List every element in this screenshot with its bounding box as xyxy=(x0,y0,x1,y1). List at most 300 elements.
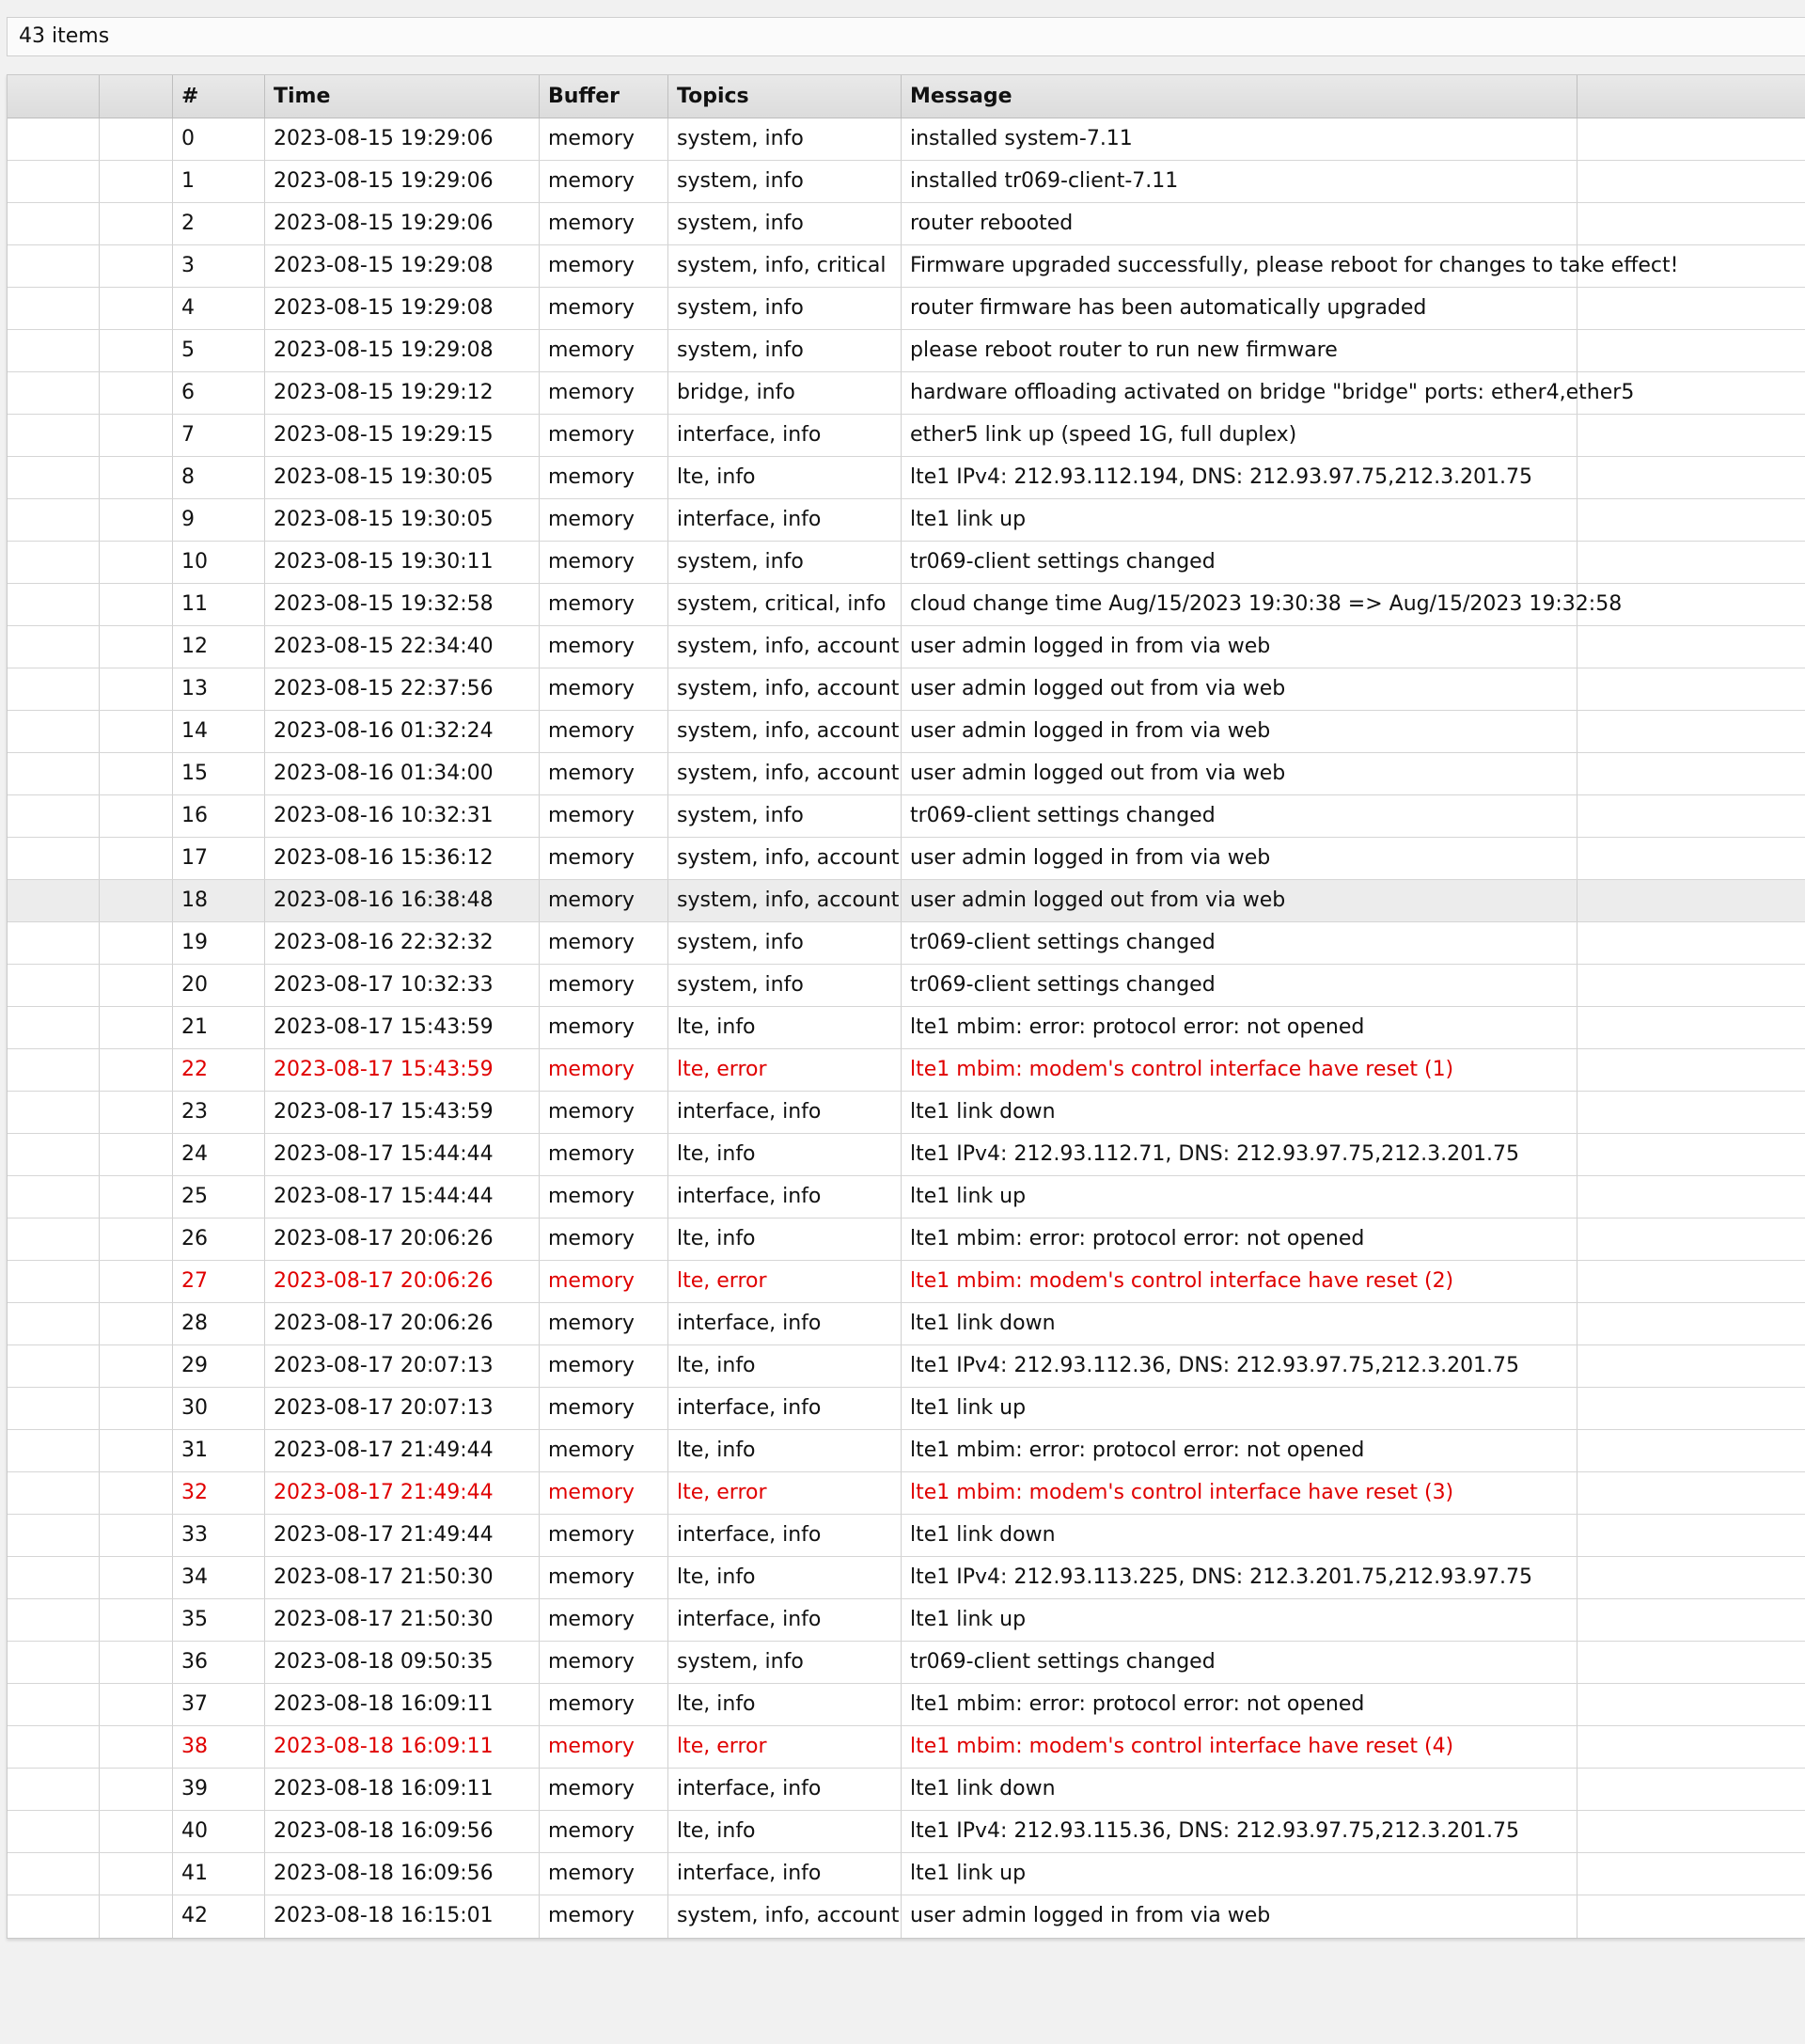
table-row[interactable] xyxy=(8,1684,1805,1726)
cell-topics: interface, info xyxy=(668,1599,902,1641)
table-row[interactable] xyxy=(8,330,1805,372)
row-flag-cell xyxy=(100,499,173,541)
cell-filler xyxy=(1577,1134,1805,1175)
cell-time: 2023-08-16 01:34:00 xyxy=(265,753,540,794)
cell-num: 12 xyxy=(173,626,265,668)
table-row[interactable] xyxy=(8,965,1805,1007)
cell-buffer: memory xyxy=(540,1134,668,1175)
cell-num: 18 xyxy=(173,880,265,921)
cell-topics: interface, info xyxy=(668,1769,902,1810)
cell-num: 15 xyxy=(173,753,265,794)
table-row[interactable] xyxy=(8,1092,1805,1134)
cell-message: user admin logged out from via web xyxy=(902,753,1577,794)
cell-filler xyxy=(1577,1599,1805,1641)
cell-time: 2023-08-17 21:49:44 xyxy=(265,1430,540,1471)
cell-buffer: memory xyxy=(540,415,668,456)
cell-topics: interface, info xyxy=(668,1388,902,1429)
row-flag-cell xyxy=(100,965,173,1006)
cell-num: 21 xyxy=(173,1007,265,1048)
cell-message: lte1 mbim: modem's control interface have reset (3) xyxy=(902,1472,1577,1514)
cell-buffer: memory xyxy=(540,838,668,879)
row-flag-cell xyxy=(100,1472,173,1514)
row-flag-cell xyxy=(100,584,173,625)
table-row[interactable] xyxy=(8,1472,1805,1515)
cell-time: 2023-08-17 15:43:59 xyxy=(265,1007,540,1048)
cell-time: 2023-08-18 16:09:56 xyxy=(265,1853,540,1895)
cell-buffer: memory xyxy=(540,1726,668,1768)
row-select-cell xyxy=(8,1430,100,1471)
cell-topics: system, info, account xyxy=(668,880,902,921)
row-flag-cell xyxy=(100,1642,173,1683)
cell-num: 40 xyxy=(173,1811,265,1852)
cell-topics: lte, error xyxy=(668,1726,902,1768)
table-row[interactable] xyxy=(8,1388,1805,1430)
row-select-cell xyxy=(8,1134,100,1175)
cell-filler xyxy=(1577,1092,1805,1133)
cell-time: 2023-08-15 19:30:05 xyxy=(265,457,540,498)
cell-time: 2023-08-18 16:09:56 xyxy=(265,1811,540,1852)
cell-topics: system, info xyxy=(668,118,902,160)
cell-num: 0 xyxy=(173,118,265,160)
header-message[interactable]: Message xyxy=(902,75,1577,118)
cell-num: 31 xyxy=(173,1430,265,1471)
log-table xyxy=(7,74,1805,1939)
cell-time: 2023-08-17 10:32:33 xyxy=(265,965,540,1006)
cell-num: 27 xyxy=(173,1261,265,1302)
cell-message: router firmware has been automatically upgraded xyxy=(902,288,1577,329)
cell-time: 2023-08-15 19:29:08 xyxy=(265,288,540,329)
cell-time: 2023-08-17 20:06:26 xyxy=(265,1261,540,1302)
row-select-cell xyxy=(8,1007,100,1048)
cell-topics: lte, info xyxy=(668,1345,902,1387)
cell-time: 2023-08-17 15:43:59 xyxy=(265,1049,540,1091)
row-flag-cell xyxy=(100,753,173,794)
cell-message: lte1 IPv4: 212.93.112.194, DNS: 212.93.97.75,212.3.201.75 xyxy=(902,457,1577,498)
table-row[interactable] xyxy=(8,1176,1805,1219)
cell-message: Firmware upgraded successfully, please reboot for changes to take effect! xyxy=(902,245,1577,287)
cell-message: lte1 link down xyxy=(902,1515,1577,1556)
cell-message: lte1 link down xyxy=(902,1769,1577,1810)
row-flag-cell xyxy=(100,1430,173,1471)
cell-num: 30 xyxy=(173,1388,265,1429)
cell-buffer: memory xyxy=(540,1092,668,1133)
cell-buffer: memory xyxy=(540,753,668,794)
cell-message: lte1 link down xyxy=(902,1092,1577,1133)
cell-buffer: memory xyxy=(540,1007,668,1048)
cell-filler xyxy=(1577,1895,1805,1938)
cell-num: 17 xyxy=(173,838,265,879)
cell-filler xyxy=(1577,1472,1805,1514)
cell-time: 2023-08-17 20:07:13 xyxy=(265,1388,540,1429)
table-row[interactable] xyxy=(8,1134,1805,1176)
row-select-cell xyxy=(8,1769,100,1810)
table-row[interactable] xyxy=(8,118,1805,161)
table-row[interactable] xyxy=(8,668,1805,711)
cell-buffer: memory xyxy=(540,288,668,329)
cell-num: 19 xyxy=(173,922,265,964)
cell-buffer: memory xyxy=(540,584,668,625)
cell-num: 37 xyxy=(173,1684,265,1725)
row-select-cell xyxy=(8,1261,100,1302)
table-row[interactable] xyxy=(8,203,1805,245)
table-row[interactable] xyxy=(8,1557,1805,1599)
row-flag-cell xyxy=(100,1726,173,1768)
row-select-cell xyxy=(8,415,100,456)
row-flag-cell xyxy=(100,1219,173,1260)
cell-time: 2023-08-15 19:29:08 xyxy=(265,245,540,287)
table-row[interactable] xyxy=(8,288,1805,330)
cell-filler xyxy=(1577,584,1805,625)
table-row[interactable] xyxy=(8,1726,1805,1769)
cell-buffer: memory xyxy=(540,1811,668,1852)
cell-topics: interface, info xyxy=(668,1176,902,1218)
table-row[interactable] xyxy=(8,245,1805,288)
row-select-cell xyxy=(8,922,100,964)
cell-topics: system, info xyxy=(668,203,902,244)
cell-time: 2023-08-17 15:44:44 xyxy=(265,1134,540,1175)
cell-filler xyxy=(1577,838,1805,879)
cell-time: 2023-08-15 19:29:15 xyxy=(265,415,540,456)
cell-time: 2023-08-17 21:49:44 xyxy=(265,1472,540,1514)
table-row[interactable] xyxy=(8,1853,1805,1895)
cell-num: 9 xyxy=(173,499,265,541)
cell-topics: system, info xyxy=(668,288,902,329)
cell-topics: system, info xyxy=(668,542,902,583)
cell-message: tr069-client settings changed xyxy=(902,965,1577,1006)
cell-topics: system, info xyxy=(668,330,902,371)
row-select-cell xyxy=(8,1811,100,1852)
row-select-cell xyxy=(8,1642,100,1683)
cell-buffer: memory xyxy=(540,118,668,160)
cell-time: 2023-08-17 21:50:30 xyxy=(265,1599,540,1641)
cell-buffer: memory xyxy=(540,542,668,583)
row-flag-cell xyxy=(100,922,173,964)
row-flag-cell xyxy=(100,1599,173,1641)
cell-buffer: memory xyxy=(540,1472,668,1514)
row-select-cell xyxy=(8,330,100,371)
cell-time: 2023-08-16 10:32:31 xyxy=(265,795,540,837)
cell-topics: lte, info xyxy=(668,1430,902,1471)
row-flag-cell xyxy=(100,330,173,371)
header-filler xyxy=(1577,75,1805,118)
row-select-cell xyxy=(8,584,100,625)
table-row[interactable] xyxy=(8,161,1805,203)
row-flag-cell xyxy=(100,1049,173,1091)
cell-buffer: memory xyxy=(540,1769,668,1810)
table-row[interactable] xyxy=(8,1345,1805,1388)
cell-buffer: memory xyxy=(540,1049,668,1091)
row-flag-cell xyxy=(100,1811,173,1852)
table-row[interactable] xyxy=(8,1219,1805,1261)
cell-num: 7 xyxy=(173,415,265,456)
table-row[interactable] xyxy=(8,1769,1805,1811)
row-flag-cell xyxy=(100,1176,173,1218)
cell-message: lte1 IPv4: 212.93.112.71, DNS: 212.93.97.75,212.3.201.75 xyxy=(902,1134,1577,1175)
row-select-cell xyxy=(8,499,100,541)
table-row[interactable] xyxy=(8,1430,1805,1472)
cell-num: 41 xyxy=(173,1853,265,1895)
table-row[interactable] xyxy=(8,415,1805,457)
cell-filler xyxy=(1577,288,1805,329)
table-row[interactable] xyxy=(8,1642,1805,1684)
cell-topics: lte, info xyxy=(668,1134,902,1175)
table-row[interactable] xyxy=(8,372,1805,415)
row-select-cell xyxy=(8,118,100,160)
row-select-cell xyxy=(8,1599,100,1641)
cell-buffer: memory xyxy=(540,372,668,414)
cell-filler xyxy=(1577,542,1805,583)
cell-num: 25 xyxy=(173,1176,265,1218)
cell-num: 6 xyxy=(173,372,265,414)
row-select-cell xyxy=(8,838,100,879)
cell-filler xyxy=(1577,1557,1805,1598)
cell-filler xyxy=(1577,1515,1805,1556)
cell-message: lte1 IPv4: 212.93.113.225, DNS: 212.3.201.75,212.93.97.75 xyxy=(902,1557,1577,1598)
cell-topics: lte, info xyxy=(668,1219,902,1260)
cell-topics: system, info, account xyxy=(668,1895,902,1938)
row-flag-cell xyxy=(100,1261,173,1302)
cell-filler xyxy=(1577,1049,1805,1091)
cell-message: user admin logged out from via web xyxy=(902,668,1577,710)
cell-buffer: memory xyxy=(540,1684,668,1725)
cell-filler xyxy=(1577,161,1805,202)
header-num[interactable]: # xyxy=(173,75,265,118)
cell-num: 22 xyxy=(173,1049,265,1091)
cell-buffer: memory xyxy=(540,203,668,244)
table-row[interactable] xyxy=(8,753,1805,795)
cell-topics: interface, info xyxy=(668,499,902,541)
cell-time: 2023-08-17 20:06:26 xyxy=(265,1303,540,1344)
table-row[interactable] xyxy=(8,499,1805,542)
cell-filler xyxy=(1577,1388,1805,1429)
cell-num: 11 xyxy=(173,584,265,625)
cell-num: 32 xyxy=(173,1472,265,1514)
cell-topics: lte, error xyxy=(668,1472,902,1514)
table-row[interactable] xyxy=(8,1007,1805,1049)
cell-topics: system, info xyxy=(668,922,902,964)
cell-filler xyxy=(1577,203,1805,244)
row-select-cell xyxy=(8,1176,100,1218)
cell-buffer: memory xyxy=(540,1599,668,1641)
cell-filler xyxy=(1577,1684,1805,1725)
row-flag-cell xyxy=(100,1134,173,1175)
cell-message: ether5 link up (speed 1G, full duplex) xyxy=(902,415,1577,456)
cell-num: 23 xyxy=(173,1092,265,1133)
cell-time: 2023-08-18 16:09:11 xyxy=(265,1684,540,1725)
cell-message: lte1 link up xyxy=(902,1853,1577,1895)
cell-filler xyxy=(1577,1303,1805,1344)
row-select-cell xyxy=(8,161,100,202)
table-body xyxy=(8,118,1805,1938)
cell-num: 1 xyxy=(173,161,265,202)
cell-message: tr069-client settings changed xyxy=(902,542,1577,583)
cell-num: 39 xyxy=(173,1769,265,1810)
table-row[interactable] xyxy=(8,795,1805,838)
cell-topics: system, info xyxy=(668,795,902,837)
cell-time: 2023-08-18 09:50:35 xyxy=(265,1642,540,1683)
cell-topics: lte, error xyxy=(668,1049,902,1091)
cell-num: 16 xyxy=(173,795,265,837)
cell-num: 29 xyxy=(173,1345,265,1387)
cell-filler xyxy=(1577,457,1805,498)
table-row[interactable] xyxy=(8,457,1805,499)
row-select-cell xyxy=(8,1726,100,1768)
table-row[interactable] xyxy=(8,1303,1805,1345)
cell-time: 2023-08-15 19:30:11 xyxy=(265,542,540,583)
cell-topics: system, info, account xyxy=(668,711,902,752)
cell-filler xyxy=(1577,1769,1805,1810)
cell-message: tr069-client settings changed xyxy=(902,1642,1577,1683)
cell-buffer: memory xyxy=(540,1853,668,1895)
cell-topics: lte, info xyxy=(668,1557,902,1598)
row-select-cell xyxy=(8,626,100,668)
cell-message: lte1 mbim: modem's control interface have reset (4) xyxy=(902,1726,1577,1768)
cell-buffer: memory xyxy=(540,668,668,710)
row-flag-cell xyxy=(100,372,173,414)
cell-filler xyxy=(1577,668,1805,710)
row-select-cell xyxy=(8,1895,100,1938)
row-flag-cell xyxy=(100,1092,173,1133)
cell-time: 2023-08-15 19:29:12 xyxy=(265,372,540,414)
table-row[interactable] xyxy=(8,922,1805,965)
cell-num: 13 xyxy=(173,668,265,710)
cell-filler xyxy=(1577,415,1805,456)
row-flag-cell xyxy=(100,1515,173,1556)
cell-time: 2023-08-17 21:50:30 xyxy=(265,1557,540,1598)
cell-topics: lte, error xyxy=(668,1261,902,1302)
header-buffer[interactable]: Buffer xyxy=(540,75,668,118)
row-flag-cell xyxy=(100,1388,173,1429)
row-flag-cell xyxy=(100,245,173,287)
cell-buffer: memory xyxy=(540,1895,668,1938)
row-select-cell xyxy=(8,1303,100,1344)
cell-topics: interface, info xyxy=(668,1853,902,1895)
header-time[interactable]: Time xyxy=(265,75,540,118)
cell-filler xyxy=(1577,1811,1805,1852)
cell-buffer: memory xyxy=(540,1345,668,1387)
row-select-cell xyxy=(8,965,100,1006)
row-flag-cell xyxy=(100,1345,173,1387)
table-row[interactable] xyxy=(8,1515,1805,1557)
cell-buffer: memory xyxy=(540,965,668,1006)
row-select-cell xyxy=(8,753,100,794)
table-row[interactable] xyxy=(8,1895,1805,1938)
cell-time: 2023-08-18 16:09:11 xyxy=(265,1726,540,1768)
cell-num: 2 xyxy=(173,203,265,244)
table-row[interactable] xyxy=(8,1049,1805,1092)
row-select-cell xyxy=(8,795,100,837)
table-row[interactable] xyxy=(8,1811,1805,1853)
cell-filler xyxy=(1577,626,1805,668)
header-select-column[interactable] xyxy=(8,75,100,118)
cell-topics: system, info xyxy=(668,161,902,202)
cell-buffer: memory xyxy=(540,1176,668,1218)
table-header xyxy=(8,75,1805,118)
table-row[interactable] xyxy=(8,838,1805,880)
cell-num: 14 xyxy=(173,711,265,752)
cell-topics: lte, info xyxy=(668,1684,902,1725)
row-select-cell xyxy=(8,668,100,710)
table-row[interactable] xyxy=(8,880,1805,922)
row-flag-cell xyxy=(100,795,173,837)
row-select-cell xyxy=(8,203,100,244)
cell-message: lte1 mbim: modem's control interface have reset (2) xyxy=(902,1261,1577,1302)
cell-time: 2023-08-15 19:30:05 xyxy=(265,499,540,541)
table-row[interactable] xyxy=(8,1261,1805,1303)
cell-num: 28 xyxy=(173,1303,265,1344)
cell-buffer: memory xyxy=(540,711,668,752)
table-row[interactable] xyxy=(8,542,1805,584)
header-flag-column[interactable] xyxy=(100,75,173,118)
cell-time: 2023-08-15 22:34:40 xyxy=(265,626,540,668)
cell-filler xyxy=(1577,1642,1805,1683)
cell-topics: interface, info xyxy=(668,1515,902,1556)
cell-filler xyxy=(1577,1430,1805,1471)
row-flag-cell xyxy=(100,626,173,668)
cell-num: 34 xyxy=(173,1557,265,1598)
cell-buffer: memory xyxy=(540,880,668,921)
cell-buffer: memory xyxy=(540,330,668,371)
row-flag-cell xyxy=(100,203,173,244)
cell-num: 10 xyxy=(173,542,265,583)
cell-topics: system, info, account xyxy=(668,668,902,710)
row-flag-cell xyxy=(100,1007,173,1048)
cell-message: tr069-client settings changed xyxy=(902,922,1577,964)
table-row[interactable] xyxy=(8,1599,1805,1642)
cell-num: 26 xyxy=(173,1219,265,1260)
cell-topics: interface, info xyxy=(668,415,902,456)
cell-time: 2023-08-16 01:32:24 xyxy=(265,711,540,752)
cell-message: lte1 mbim: error: protocol error: not opened xyxy=(902,1684,1577,1725)
cell-topics: system, info, account xyxy=(668,626,902,668)
cell-message: lte1 mbim: error: protocol error: not opened xyxy=(902,1430,1577,1471)
cell-message: user admin logged in from via web xyxy=(902,838,1577,879)
cell-filler xyxy=(1577,922,1805,964)
cell-time: 2023-08-15 22:37:56 xyxy=(265,668,540,710)
cell-message: tr069-client settings changed xyxy=(902,795,1577,837)
header-topics[interactable]: Topics xyxy=(668,75,902,118)
table-row[interactable] xyxy=(8,584,1805,626)
cell-filler xyxy=(1577,711,1805,752)
cell-buffer: memory xyxy=(540,922,668,964)
cell-num: 42 xyxy=(173,1895,265,1938)
row-flag-cell xyxy=(100,542,173,583)
cell-message: cloud change time Aug/15/2023 19:30:38 => Aug/15/2023 19:32:58 xyxy=(902,584,1577,625)
row-select-cell xyxy=(8,372,100,414)
cell-time: 2023-08-15 19:32:58 xyxy=(265,584,540,625)
row-flag-cell xyxy=(100,415,173,456)
table-row[interactable] xyxy=(8,711,1805,753)
cell-filler xyxy=(1577,1007,1805,1048)
cell-topics: lte, info xyxy=(668,1811,902,1852)
cell-message: lte1 mbim: error: protocol error: not opened xyxy=(902,1007,1577,1048)
cell-message: lte1 IPv4: 212.93.112.36, DNS: 212.93.97.75,212.3.201.75 xyxy=(902,1345,1577,1387)
cell-time: 2023-08-17 20:07:13 xyxy=(265,1345,540,1387)
table-row[interactable] xyxy=(8,626,1805,668)
cell-num: 38 xyxy=(173,1726,265,1768)
cell-message: lte1 link up xyxy=(902,1388,1577,1429)
cell-topics: interface, info xyxy=(668,1092,902,1133)
cell-num: 5 xyxy=(173,330,265,371)
items-count: 43 items xyxy=(7,17,1805,56)
cell-filler xyxy=(1577,753,1805,794)
cell-topics: system, critical, info xyxy=(668,584,902,625)
cell-filler xyxy=(1577,795,1805,837)
row-select-cell xyxy=(8,1345,100,1387)
cell-message: user admin logged out from via web xyxy=(902,880,1577,921)
row-flag-cell xyxy=(100,1853,173,1895)
row-select-cell xyxy=(8,245,100,287)
